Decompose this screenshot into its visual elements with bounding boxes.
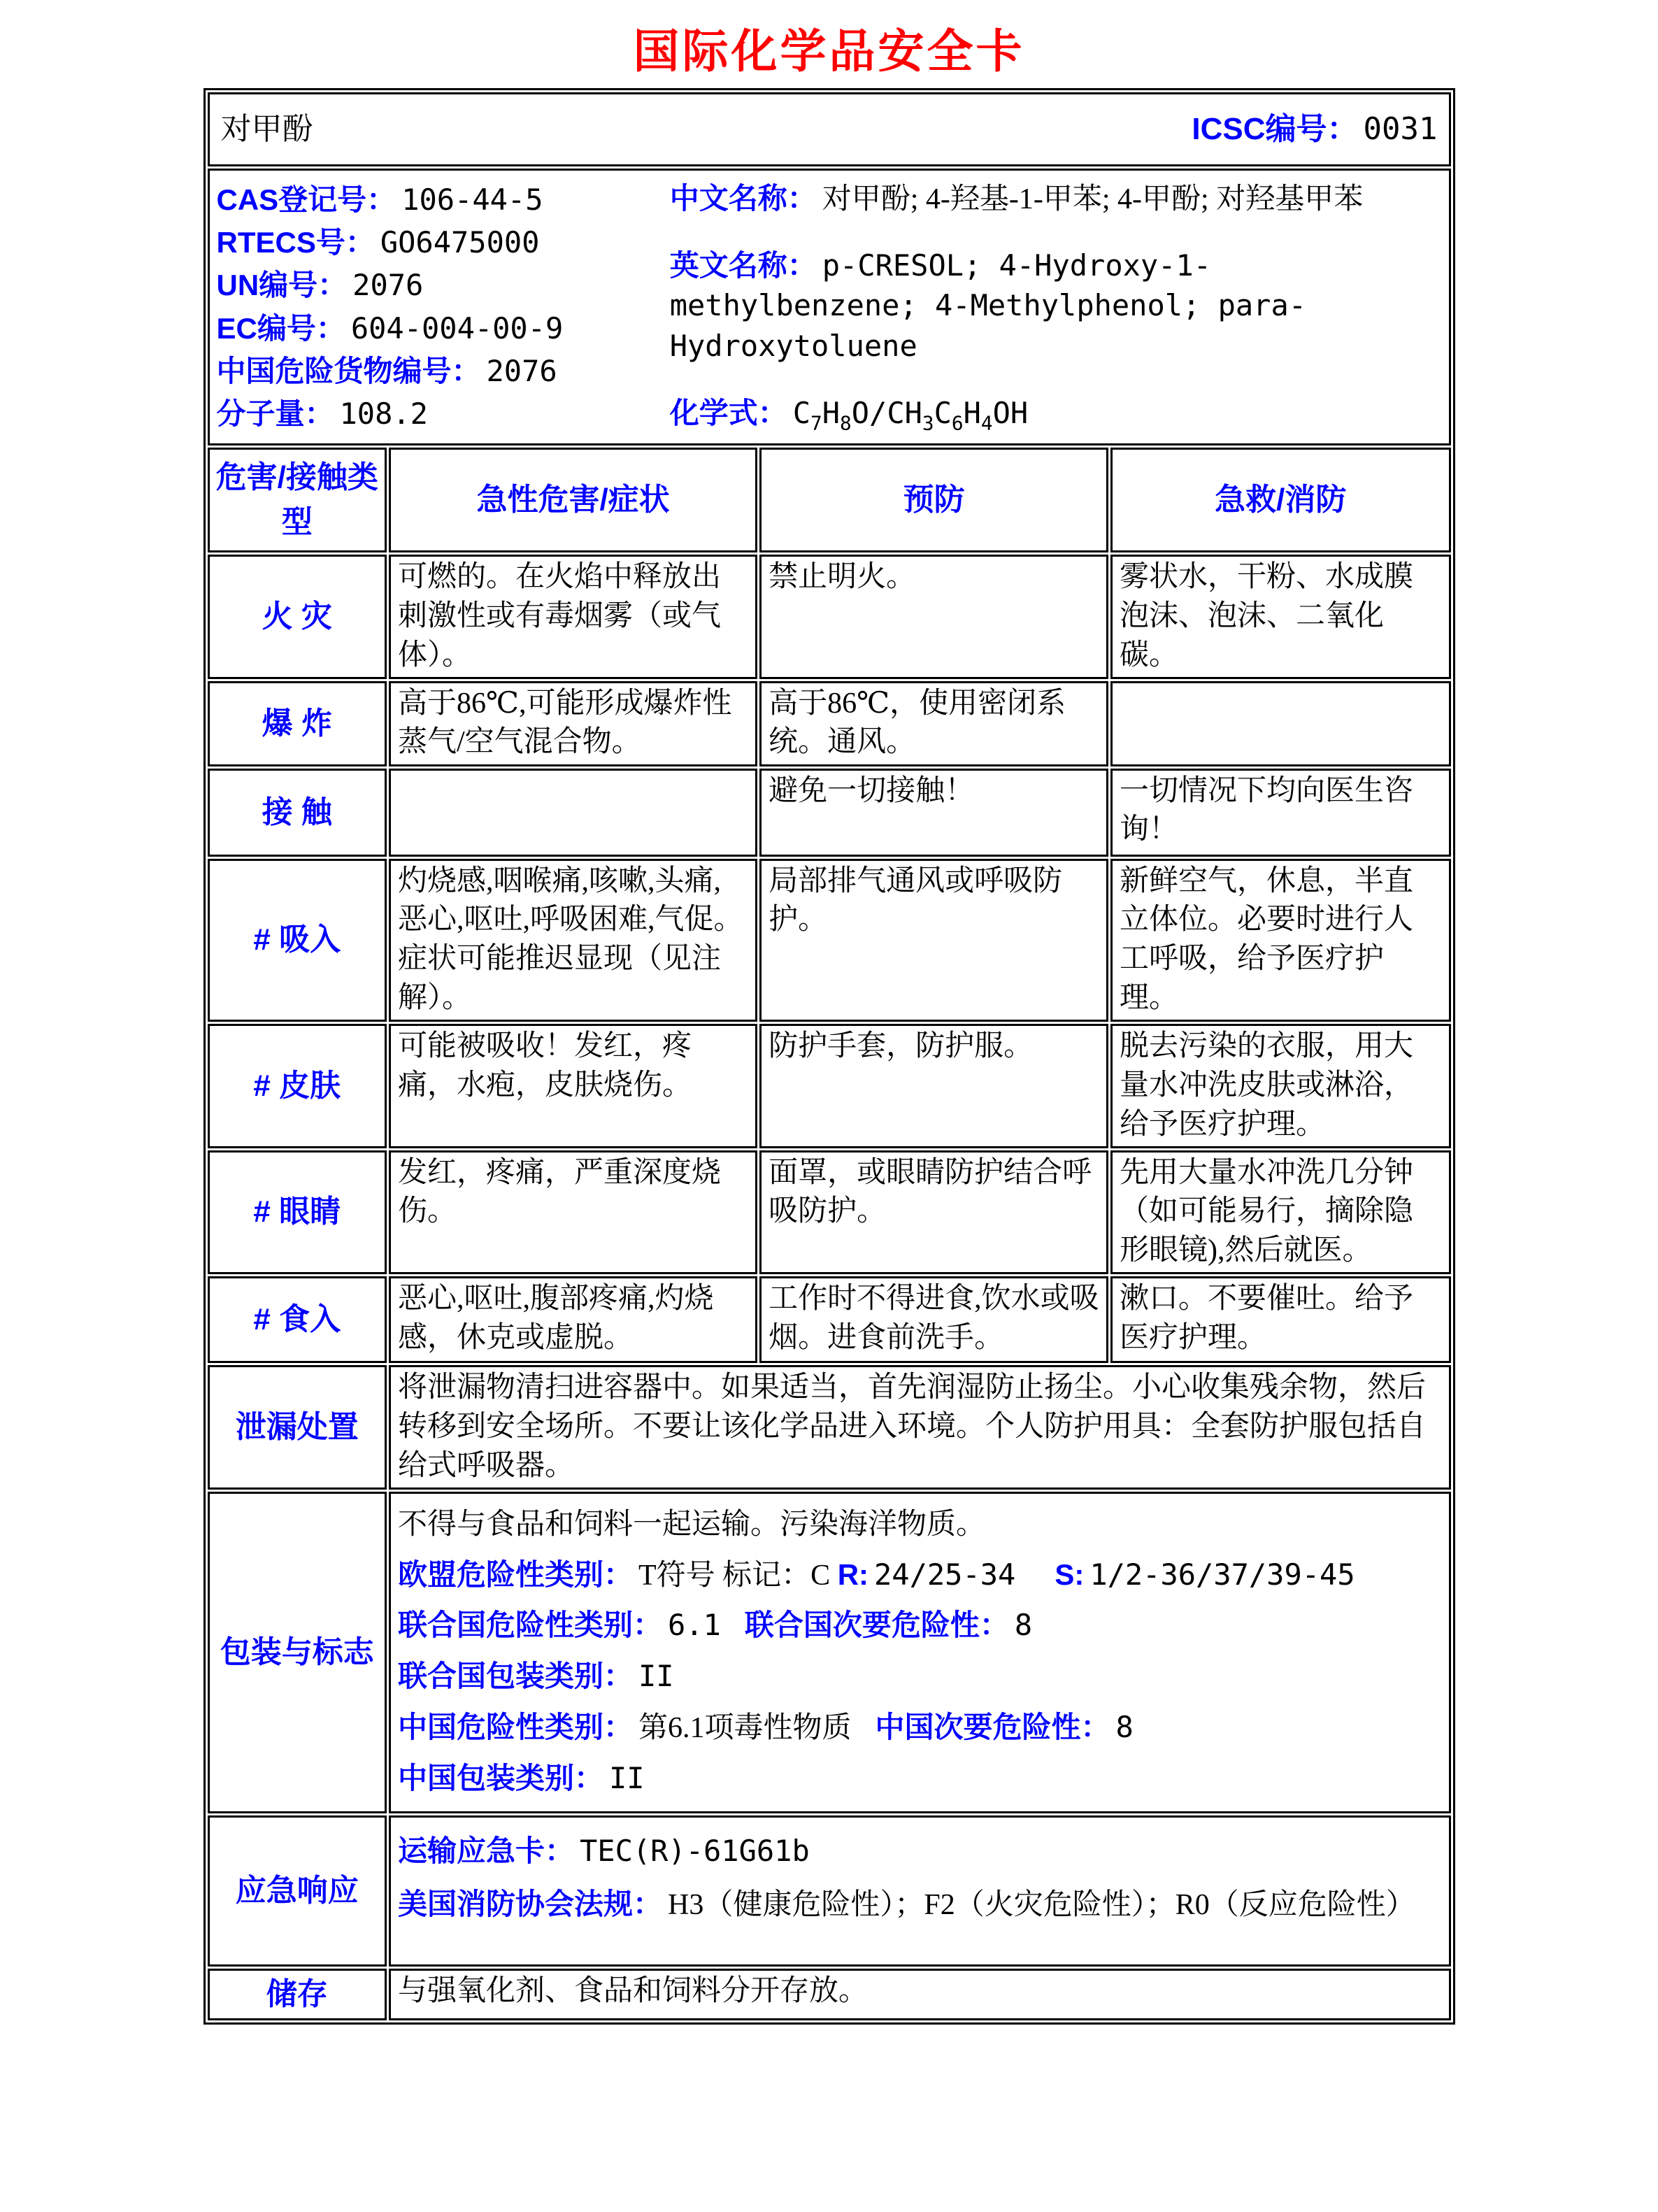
inhalation-symptoms: 灼烧感,咽喉痛,咳嗽,头痛,恶心,呕吐,呼吸困难,气促。症状可能推迟显现（见注解）。 <box>389 859 757 1022</box>
skin-symptoms: 可能被吸收！发红，疼痛，水疱，皮肤烧伤。 <box>389 1024 757 1148</box>
eu-hazard-line <box>398 1555 1442 1596</box>
eu-r-value: 24/25-34 <box>874 1557 1016 1592</box>
header-acute-symptoms: 急性危害/症状 <box>389 448 757 552</box>
table-row-spill <box>208 1365 1451 1490</box>
icsc-card-table <box>203 88 1455 2025</box>
chinese-name-label: 中文名称： <box>669 182 817 215</box>
row-label-eyes: # 眼睛 <box>208 1150 387 1275</box>
table-row-contact <box>208 769 1451 857</box>
cn-packing-value: II <box>609 1761 645 1796</box>
eu-s-label: S: <box>1055 1557 1085 1591</box>
china-dg-number-line <box>217 352 670 392</box>
ec-number-label: EC编号： <box>216 311 345 345</box>
un-number-value: 2076 <box>352 268 424 303</box>
cn-subrisk-label: 中国次要危险性： <box>875 1711 1110 1744</box>
formula-block <box>670 394 1442 436</box>
row-label-fire: 火 灾 <box>208 555 387 679</box>
english-name-block <box>670 246 1442 368</box>
china-dg-number-value: 2076 <box>486 353 557 388</box>
cn-packing-line <box>398 1759 1442 1799</box>
storage-text: 与强氧化剂、食品和饲料分开存放。 <box>389 1969 1451 2020</box>
china-dg-number-label: 中国危险货物编号： <box>216 354 481 387</box>
cas-number-value: 106-44-5 <box>401 183 543 217</box>
ec-number-line <box>217 309 670 350</box>
table-row-storage <box>208 1969 1451 2020</box>
ec-number-value: 604-004-00-9 <box>350 311 564 345</box>
header-hazard-type: 危害/接触类型 <box>208 448 387 552</box>
packaging-cell <box>389 1492 1451 1813</box>
contact-response: 一切情况下均向医生咨询！ <box>1110 769 1451 857</box>
nfpa-line <box>398 1885 1442 1925</box>
cn-packing-label: 中国包装类别： <box>398 1762 604 1795</box>
row-label-emergency: 应急响应 <box>208 1815 387 1967</box>
table-row-packaging <box>208 1492 1451 1813</box>
icsc-number-value: 0031 <box>1363 110 1438 147</box>
un-class-value: 6.1 <box>668 1608 721 1643</box>
eu-hazard-label: 欧盟危险性类别： <box>398 1557 634 1591</box>
table-row-inhalation <box>208 859 1451 1022</box>
spill-text: 将泄漏物清扫进容器中。如果适当，首先润湿防止扬尘。小心收集残余物，然后转移到安全场所。不要让该化学品进入环境。个人防护用具：全套防护服包括自给式呼吸器。 <box>389 1365 1451 1490</box>
un-packing-value: II <box>638 1659 674 1694</box>
table-row-fire <box>208 555 1451 679</box>
chinese-name-block <box>670 179 1442 220</box>
identifiers-column <box>217 172 670 442</box>
rtecs-number-label: RTECS号： <box>216 226 375 259</box>
tec-label: 运输应急卡： <box>398 1834 575 1867</box>
identification-cell <box>208 169 1451 445</box>
cn-class-label: 中国危险性类别： <box>398 1711 634 1744</box>
rtecs-number-value: GO6475000 <box>380 225 540 260</box>
cn-subrisk-value: 8 <box>1115 1710 1134 1745</box>
un-class-line <box>398 1606 1442 1646</box>
identification-row <box>208 169 1451 445</box>
row-label-ingestion: # 食入 <box>208 1276 387 1363</box>
chinese-name-value: 对甲酚; 4-羟基-1-甲苯; 4-甲酚; 对羟基甲苯 <box>822 183 1364 215</box>
inhalation-prevention: 局部排气通风或呼吸防护。 <box>759 859 1108 1022</box>
molecular-weight-label: 分子量： <box>216 397 334 431</box>
card-header-cell <box>208 92 1451 166</box>
row-label-skin: # 皮肤 <box>208 1024 387 1148</box>
cas-number-line <box>217 180 670 221</box>
nfpa-value: H3（健康危险性）；F2（火灾危险性）；R0（反应危险性） <box>668 1888 1415 1921</box>
tec-line <box>398 1832 1442 1872</box>
contact-prevention: 避免一切接触！ <box>759 769 1108 857</box>
row-label-contact: 接 触 <box>208 769 387 857</box>
row-label-spill: 泄漏处置 <box>208 1365 387 1490</box>
table-row-ingestion <box>208 1276 1451 1363</box>
explosion-symptoms: 高于86℃,可能形成爆炸性蒸气/空气混合物。 <box>389 681 757 766</box>
eu-s-value: 1/2-36/37/39-45 <box>1089 1557 1355 1592</box>
un-subrisk-label: 联合国次要危险性： <box>744 1608 1009 1642</box>
packaging-transport-note: 不得与食品和饲料一起运输。污染海洋物质。 <box>398 1508 986 1541</box>
eu-hazard-symbol: T符号 标记：C <box>638 1559 831 1592</box>
icsc-number-label: ICSC编号： <box>1192 111 1358 146</box>
eyes-symptoms: 发红，疼痛，严重深度烧伤。 <box>389 1150 757 1275</box>
un-number-line <box>217 266 670 306</box>
table-row-eyes <box>208 1150 1451 1275</box>
explosion-prevention: 高于86℃，使用密闭系统。通风。 <box>759 681 1108 766</box>
icsc-number-group <box>1192 109 1437 150</box>
rtecs-number-line <box>217 223 670 264</box>
table-row-emergency <box>208 1815 1451 1967</box>
fire-symptoms: 可燃的。在火焰中释放出刺激性或有毒烟雾（或气体）。 <box>389 555 757 679</box>
row-label-inhalation: # 吸入 <box>208 859 387 1022</box>
ingestion-response: 漱口。不要催吐。给予医疗护理。 <box>1110 1276 1451 1363</box>
names-column <box>670 172 1442 442</box>
un-packing-line <box>398 1657 1442 1697</box>
row-label-packaging: 包装与标志 <box>208 1492 387 1813</box>
tec-value: TEC(R)-61G61b <box>580 1833 810 1868</box>
english-name-value: p-CRESOL; 4-Hydroxy-1-methylbenzene; 4-Methylphenol; para-Hydroxytoluene <box>669 248 1307 364</box>
contact-symptoms <box>389 769 757 857</box>
cas-number-label: CAS登记号： <box>216 183 396 216</box>
inhalation-response: 新鲜空气，休息，半直立体位。必要时进行人工呼吸，给予医疗护理。 <box>1110 859 1451 1022</box>
un-packing-label: 联合国包装类别： <box>398 1660 634 1693</box>
un-subrisk-value: 8 <box>1014 1608 1033 1643</box>
fire-prevention: 禁止明火。 <box>759 555 1108 679</box>
table-row-explosion <box>208 681 1451 766</box>
cn-class-value: 第6.1项毒性物质 <box>638 1712 852 1745</box>
chemical-name: 对甲酚 <box>220 111 313 146</box>
fire-response: 雾状水，干粉、水成膜泡沫、泡沫、二氧化碳。 <box>1110 555 1451 679</box>
card-header-row <box>208 92 1451 166</box>
skin-response: 脱去污染的衣服，用大量水冲洗皮肤或淋浴，给予医疗护理。 <box>1110 1024 1451 1148</box>
cn-class-line <box>398 1708 1442 1748</box>
eyes-prevention: 面罩，或眼睛防护结合呼吸防护。 <box>759 1150 1108 1275</box>
header-first-aid: 急救/消防 <box>1110 448 1451 552</box>
molecular-weight-value: 108.2 <box>339 397 428 431</box>
formula-label: 化学式： <box>669 396 787 429</box>
eyes-response: 先用大量水冲洗几分钟（如可能易行，摘除隐形眼镜),然后就医。 <box>1110 1150 1451 1275</box>
ingestion-symptoms: 恶心,呕吐,腹部疼痛,灼烧感，休克或虚脱。 <box>389 1276 757 1363</box>
un-number-label: UN编号： <box>216 269 348 302</box>
ingestion-prevention: 工作时不得进食,饮水或吸烟。进食前洗手。 <box>759 1276 1108 1363</box>
english-name-label: 英文名称： <box>669 248 817 282</box>
page-title: 国际化学品安全卡 <box>633 25 1025 77</box>
table-row-skin <box>208 1024 1451 1148</box>
hazard-header-row <box>208 448 1451 552</box>
header-prevention: 预防 <box>759 448 1108 552</box>
explosion-response <box>1110 681 1451 766</box>
eu-r-label: R: <box>837 1557 869 1591</box>
row-label-storage: 储存 <box>208 1969 387 2020</box>
nfpa-label: 美国消防协会法规： <box>398 1887 663 1920</box>
formula-value: $C_7H_8O/CH_3C_6H_4OH$ <box>792 395 1029 435</box>
molecular-weight-line <box>217 394 670 435</box>
skin-prevention: 防护手套，防护服。 <box>759 1024 1108 1148</box>
row-label-explosion: 爆 炸 <box>208 681 387 766</box>
emergency-cell <box>389 1815 1451 1967</box>
un-class-label: 联合国危险性类别： <box>398 1608 663 1642</box>
